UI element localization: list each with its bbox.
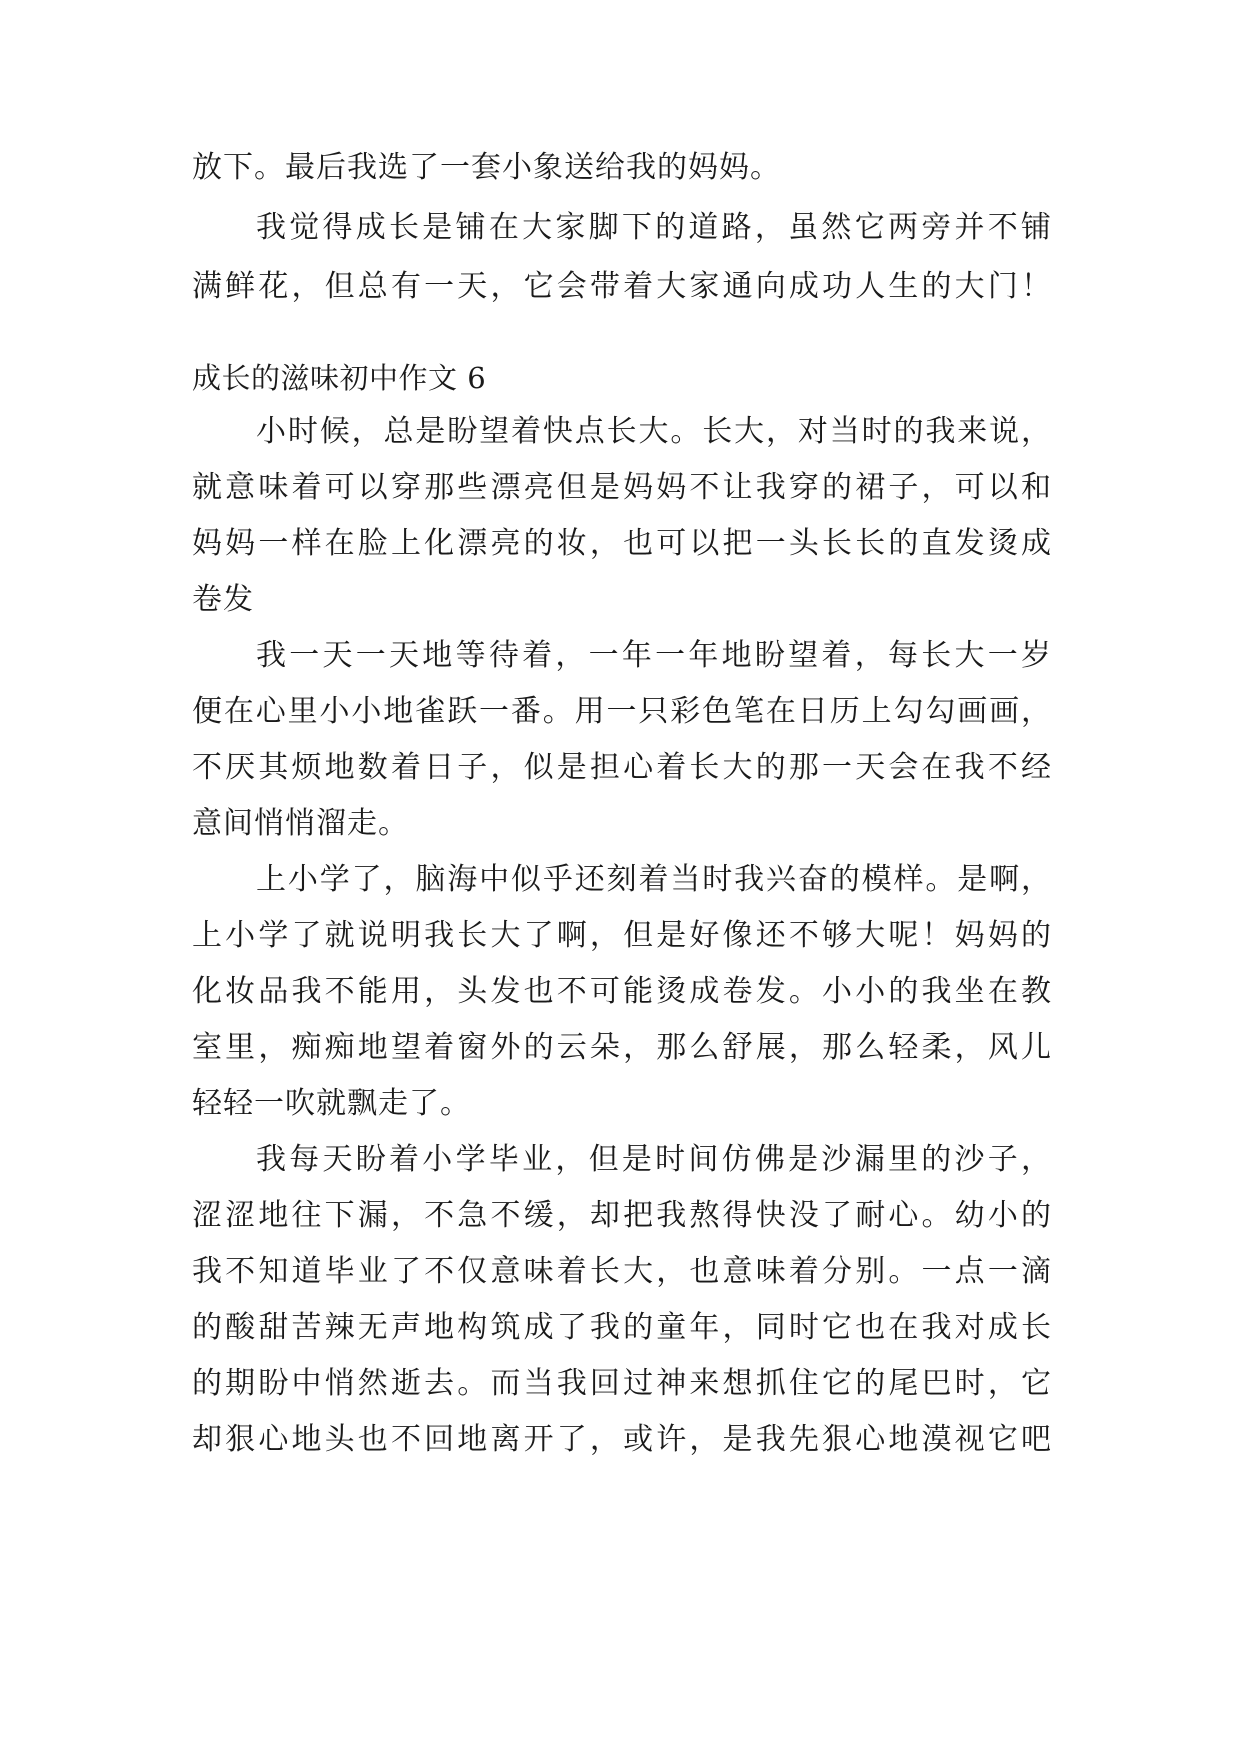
text-line: 却狠心地头也不回地离开了，或许，是我先狠心地漠视它吧 <box>192 1422 1052 1457</box>
text-line: 上小学了，脑海中似乎还刻着当时我兴奋的模样。是啊， <box>256 862 1052 897</box>
text-line: 我一天一天地等待着，一年一年地盼望着，每长大一岁 <box>256 638 1052 673</box>
text-line: 涩涩地往下漏，不急不缓，却把我熬得快没了耐心。幼小的 <box>192 1198 1052 1233</box>
text-line: 不厌其烦地数着日子，似是担心着长大的那一天会在我不经 <box>192 750 1052 785</box>
text-line: 我不知道毕业了不仅意味着长大，也意味着分别。一点一滴 <box>192 1254 1052 1289</box>
text-line: 的酸甜苦辣无声地构筑成了我的童年，同时它也在我对成长 <box>192 1310 1052 1345</box>
text-line: 卷发 <box>192 582 254 617</box>
text-line: 放下。最后我选了一套小象送给我的妈妈。 <box>192 150 781 185</box>
text-line: 我觉得成长是铺在大家脚下的道路，虽然它两旁并不铺 <box>256 210 1052 245</box>
text-line: 意间悄悄溜走。 <box>192 806 409 841</box>
text-line: 上小学了就说明我长大了啊，但是好像还不够大呢！妈妈的 <box>192 918 1052 953</box>
text-line: 的期盼中悄然逝去。而当我回过神来想抓住它的尾巴时，它 <box>192 1366 1052 1401</box>
text-line: 室里，痴痴地望着窗外的云朵，那么舒展，那么轻柔，风儿 <box>192 1030 1052 1065</box>
text-line: 妈妈一样在脸上化漂亮的妆，也可以把一头长长的直发烫成 <box>192 526 1052 561</box>
text-line: 满鲜花，但总有一天，它会带着大家通向成功人生的大门！ <box>192 269 1052 304</box>
text-line: 化妆品我不能用，头发也不可能烫成卷发。小小的我坐在教 <box>192 974 1052 1009</box>
text-line: 便在心里小小地雀跃一番。用一只彩色笔在日历上勾勾画画， <box>192 694 1052 729</box>
text-line: 我每天盼着小学毕业，但是时间仿佛是沙漏里的沙子， <box>256 1142 1052 1177</box>
text-line: 就意味着可以穿那些漂亮但是妈妈不让我穿的裙子，可以和 <box>192 470 1052 505</box>
text-line: 轻轻一吹就飘走了。 <box>192 1086 471 1121</box>
section-title: 成长的滋味初中作文 6 <box>192 361 487 395</box>
text-line: 小时候，总是盼望着快点长大。长大，对当时的我来说， <box>256 414 1052 449</box>
